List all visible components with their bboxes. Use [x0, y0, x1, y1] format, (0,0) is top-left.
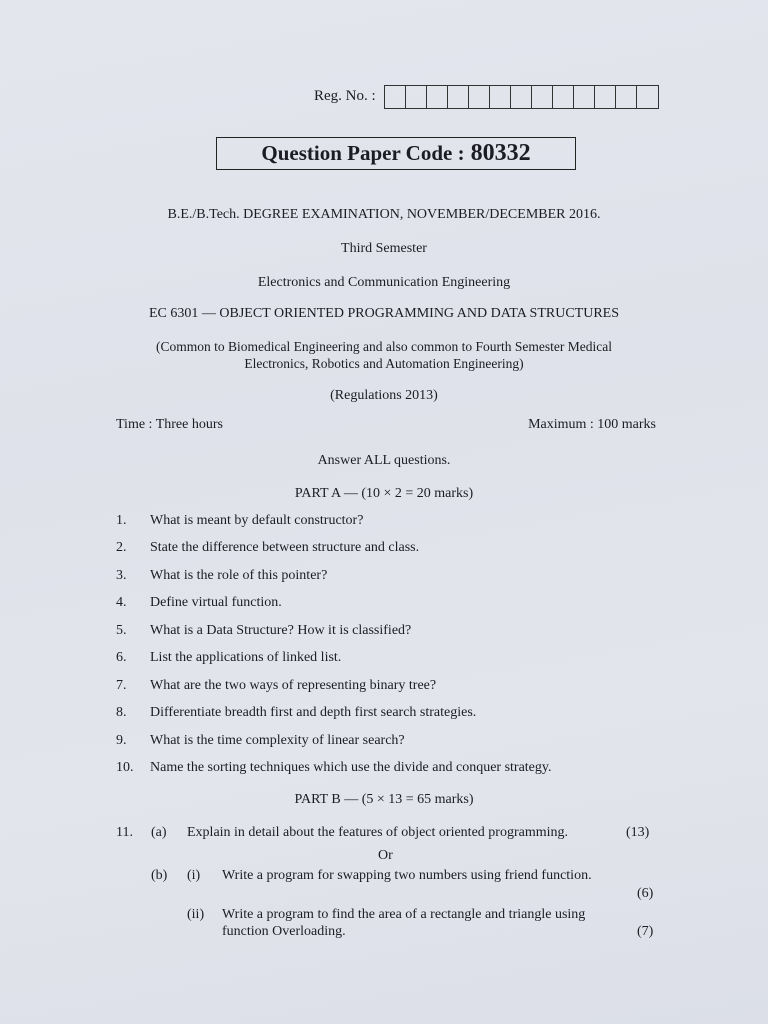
question-text: What is the time complexity of linear search?: [150, 733, 405, 748]
reg-no-box: [616, 86, 637, 108]
branch-line: Electronics and Communication Engineering: [257, 275, 511, 290]
question-11a-marks: (13): [626, 825, 650, 840]
time-allowed: Time : Three hours: [116, 417, 223, 432]
reg-no-box: [511, 86, 532, 108]
question-text: List the applications of linked list.: [150, 650, 342, 665]
reg-no-label: Reg. No. :: [314, 88, 376, 104]
reg-no-box: [406, 86, 427, 108]
reg-no-boxes: [384, 85, 659, 109]
question-number: 10.: [116, 760, 134, 775]
question-number: 2.: [116, 540, 127, 555]
question-11b-ii-text-line-1: Write a program to find the area of a rectangle and triangle using: [222, 907, 586, 922]
subject-line: EC 6301 — OBJECT ORIENTED PROGRAMMING AND DATA STRUCTURES: [149, 306, 619, 321]
question-number: 9.: [116, 733, 127, 748]
question-text: Differentiate breadth first and depth first search strategies.: [150, 705, 477, 720]
question-row: [116, 513, 363, 529]
question-number: 1.: [116, 513, 127, 528]
reg-no-box: [637, 86, 658, 108]
question-text: Name the sorting techniques which use the divide and conquer strategy.: [150, 760, 552, 775]
question-text: What are the two ways of representing binary tree?: [150, 678, 437, 693]
or-separator: Or: [378, 848, 393, 863]
question-11b-i-marks: (6): [637, 886, 654, 901]
question-row: [116, 623, 411, 639]
reg-no-box: [427, 86, 448, 108]
question-row: [116, 705, 476, 721]
reg-no-box: [553, 86, 574, 108]
semester-line: Third Semester: [341, 241, 427, 256]
question-text: What is the role of this pointer?: [150, 568, 328, 583]
question-text: What is a Data Structure? How it is classified?: [150, 623, 412, 638]
reg-no-box: [448, 86, 469, 108]
reg-no-box: [490, 86, 511, 108]
question-row: [116, 733, 405, 749]
common-note-line-2: Electronics, Robotics and Automation Engineering): [244, 356, 524, 371]
question-paper-code-box: [216, 137, 576, 170]
question-11b-ii-label: (ii): [187, 907, 205, 922]
qp-code-value: 80332: [470, 140, 531, 166]
question-11b-ii-text-line-2: function Overloading.: [222, 924, 346, 939]
maximum-marks: Maximum : 100 marks: [528, 417, 656, 432]
question-11-number: 11.: [116, 825, 133, 840]
qp-code-label: Question Paper Code :: [261, 141, 465, 165]
question-number: 6.: [116, 650, 127, 665]
question-number: 4.: [116, 595, 127, 610]
question-11b-label: (b): [151, 868, 168, 883]
question-number: 8.: [116, 705, 127, 720]
regulations-line: (Regulations 2013): [330, 388, 438, 403]
reg-no-box: [469, 86, 490, 108]
question-11b-ii-marks: (7): [637, 924, 654, 939]
question-row: [116, 568, 327, 584]
question-text: State the difference between structure and class.: [150, 540, 420, 555]
reg-no-box: [595, 86, 616, 108]
question-row: [116, 540, 419, 556]
question-text: What is meant by default constructor?: [150, 513, 364, 528]
question-number: 5.: [116, 623, 127, 638]
part-a-title: PART A — (10 × 2 = 20 marks): [294, 486, 474, 501]
question-text: Define virtual function.: [150, 595, 282, 610]
part-b-title: PART B — (5 × 13 = 65 marks): [294, 792, 474, 807]
question-11a-label: (a): [151, 825, 167, 840]
question-number: 3.: [116, 568, 127, 583]
instruction-line: Answer ALL questions.: [317, 453, 451, 468]
time-marks-row: [116, 417, 656, 433]
question-number: 7.: [116, 678, 127, 693]
degree-line: B.E./B.Tech. DEGREE EXAMINATION, NOVEMBER/DECEMBER 2016.: [167, 207, 601, 222]
reg-no-box: [532, 86, 553, 108]
question-11b-i-label: (i): [187, 868, 201, 883]
question-row: [116, 678, 436, 694]
question-row: [116, 650, 341, 666]
question-11b-i-text: Write a program for swapping two numbers using friend function.: [222, 868, 592, 883]
common-note-line-1: (Common to Biomedical Engineering and also common to Fourth Semester Medical: [156, 339, 612, 354]
question-row: [116, 760, 551, 776]
question-11a-text: Explain in detail about the features of object oriented programming.: [187, 825, 568, 840]
reg-no-box: [385, 86, 406, 108]
reg-no-box: [574, 86, 595, 108]
question-row: [116, 595, 282, 611]
